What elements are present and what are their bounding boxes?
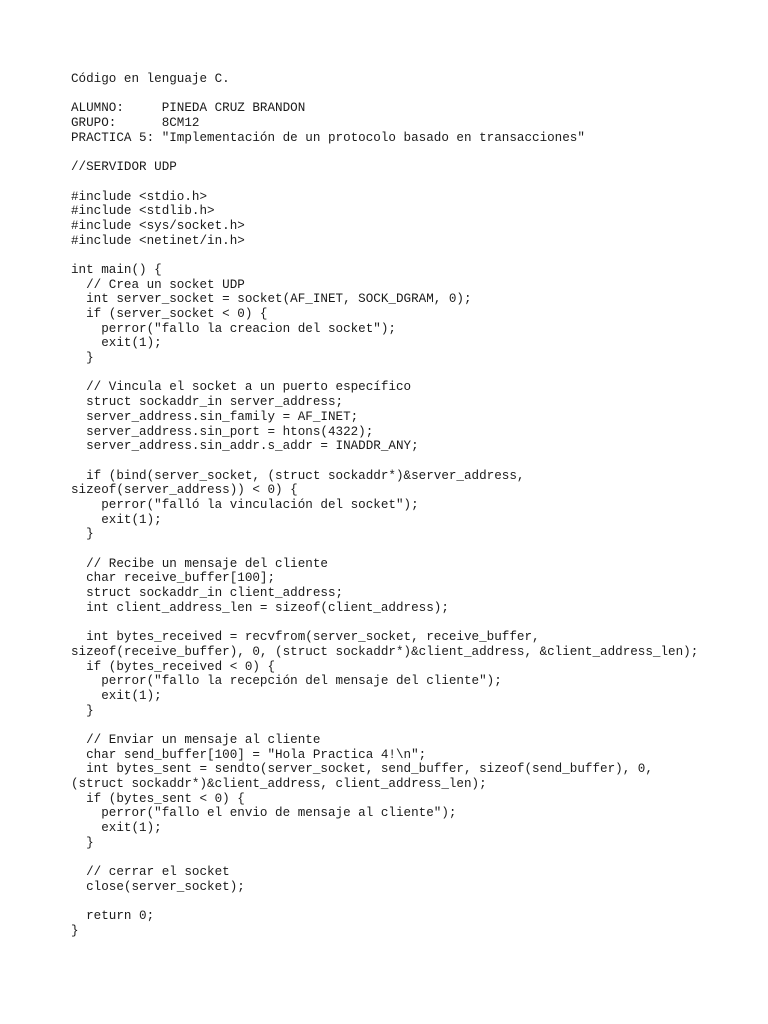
text-line: if (bytes_sent < 0) { [71, 791, 245, 806]
text-line: sizeof(server_address)) < 0) { [71, 483, 298, 498]
text-line: // Crea un socket UDP [71, 277, 245, 292]
text-line: //SERVIDOR UDP [71, 160, 177, 175]
text-line: close(server_socket); [71, 879, 245, 894]
text-line: (struct sockaddr*)&client_address, client_address_len); [71, 777, 487, 791]
blank-line [71, 248, 761, 263]
text-line: char receive_buffer[100]; [71, 571, 276, 586]
text-line: } [71, 923, 79, 938]
text-line: struct sockaddr_in server_address; [71, 395, 344, 410]
text-line: } [71, 527, 94, 542]
text-line: char send_buffer[100] = "Hola Practica 4!\n"; [71, 747, 427, 762]
blank-line [71, 895, 761, 910]
text-line: server_address.sin_port = htons(4322); [71, 424, 374, 439]
text-line: perror("falló la vinculación del socket"); [71, 497, 419, 512]
text-line: GRUPO: 8CM12 [71, 116, 200, 131]
text-line: // Recibe un mensaje del cliente [71, 556, 328, 571]
blank-line [71, 145, 761, 160]
text-line: } [71, 351, 94, 366]
text-line: int bytes_sent = sendto(server_socket, send_buffer, sizeof(send_buffer), 0, [71, 762, 653, 777]
text-line: int main() { [71, 262, 162, 277]
blank-line [71, 718, 761, 733]
text-line: server_address.sin_addr.s_addr = INADDR_ANY; [71, 439, 419, 454]
text-line: #include <sys/socket.h> [71, 218, 245, 233]
text-line: // cerrar el socket [71, 865, 230, 880]
text-line: int bytes_received = recvfrom(server_socket, receive_buffer, [71, 630, 540, 645]
text-line: #include <stdio.h> [71, 189, 208, 204]
text-line: ALUMNO: PINEDA CRUZ BRANDON [71, 101, 306, 116]
text-line: if (bytes_received < 0) { [71, 659, 276, 674]
text-line: return 0; [71, 909, 155, 924]
text-line: server_address.sin_family = AF_INET; [71, 409, 359, 424]
text-line: } [71, 703, 94, 718]
text-line: #include <stdlib.h> [71, 204, 215, 219]
text-line: int client_address_len = sizeof(client_address); [71, 600, 449, 615]
blank-line [71, 542, 761, 557]
blank-line [71, 615, 761, 630]
blank-line [71, 175, 761, 190]
blank-line [71, 87, 761, 102]
text-line: exit(1); [71, 821, 162, 836]
text-line: if (server_socket < 0) { [71, 307, 268, 321]
text-line: exit(1); [71, 336, 162, 351]
text-line: PRACTICA 5: "Implementación de un protocolo basado en transacciones" [71, 130, 585, 145]
text-line: // Vincula el socket a un puerto específico [71, 380, 412, 395]
text-line: int server_socket = socket(AF_INET, SOCK_DGRAM, 0); [71, 292, 472, 307]
text-line: #include <netinet/in.h> [71, 233, 245, 248]
text-line: struct sockaddr_in client_address; [71, 586, 344, 601]
text-line: if (bind(server_socket, (struct sockaddr*)&server_address, [71, 468, 525, 483]
blank-line [71, 850, 761, 865]
text-line: // Enviar un mensaje al cliente [71, 732, 321, 747]
text-line: exit(1); [71, 688, 162, 703]
blank-line [71, 454, 761, 469]
text-line: sizeof(receive_buffer), 0, (struct sockaddr*)&client_address, &client_address_len); [71, 644, 699, 659]
code-listing [71, 72, 761, 939]
blank-line [71, 366, 761, 381]
text-line: Código en lenguaje C. [71, 72, 230, 86]
text-line: perror("fallo la recepción del mensaje del cliente"); [71, 674, 502, 689]
text-line: perror("fallo la creacion del socket"); [71, 321, 396, 336]
text-line: } [71, 835, 94, 850]
text-line: perror("fallo el envio de mensaje al cliente"); [71, 806, 457, 821]
text-line: exit(1); [71, 512, 162, 527]
